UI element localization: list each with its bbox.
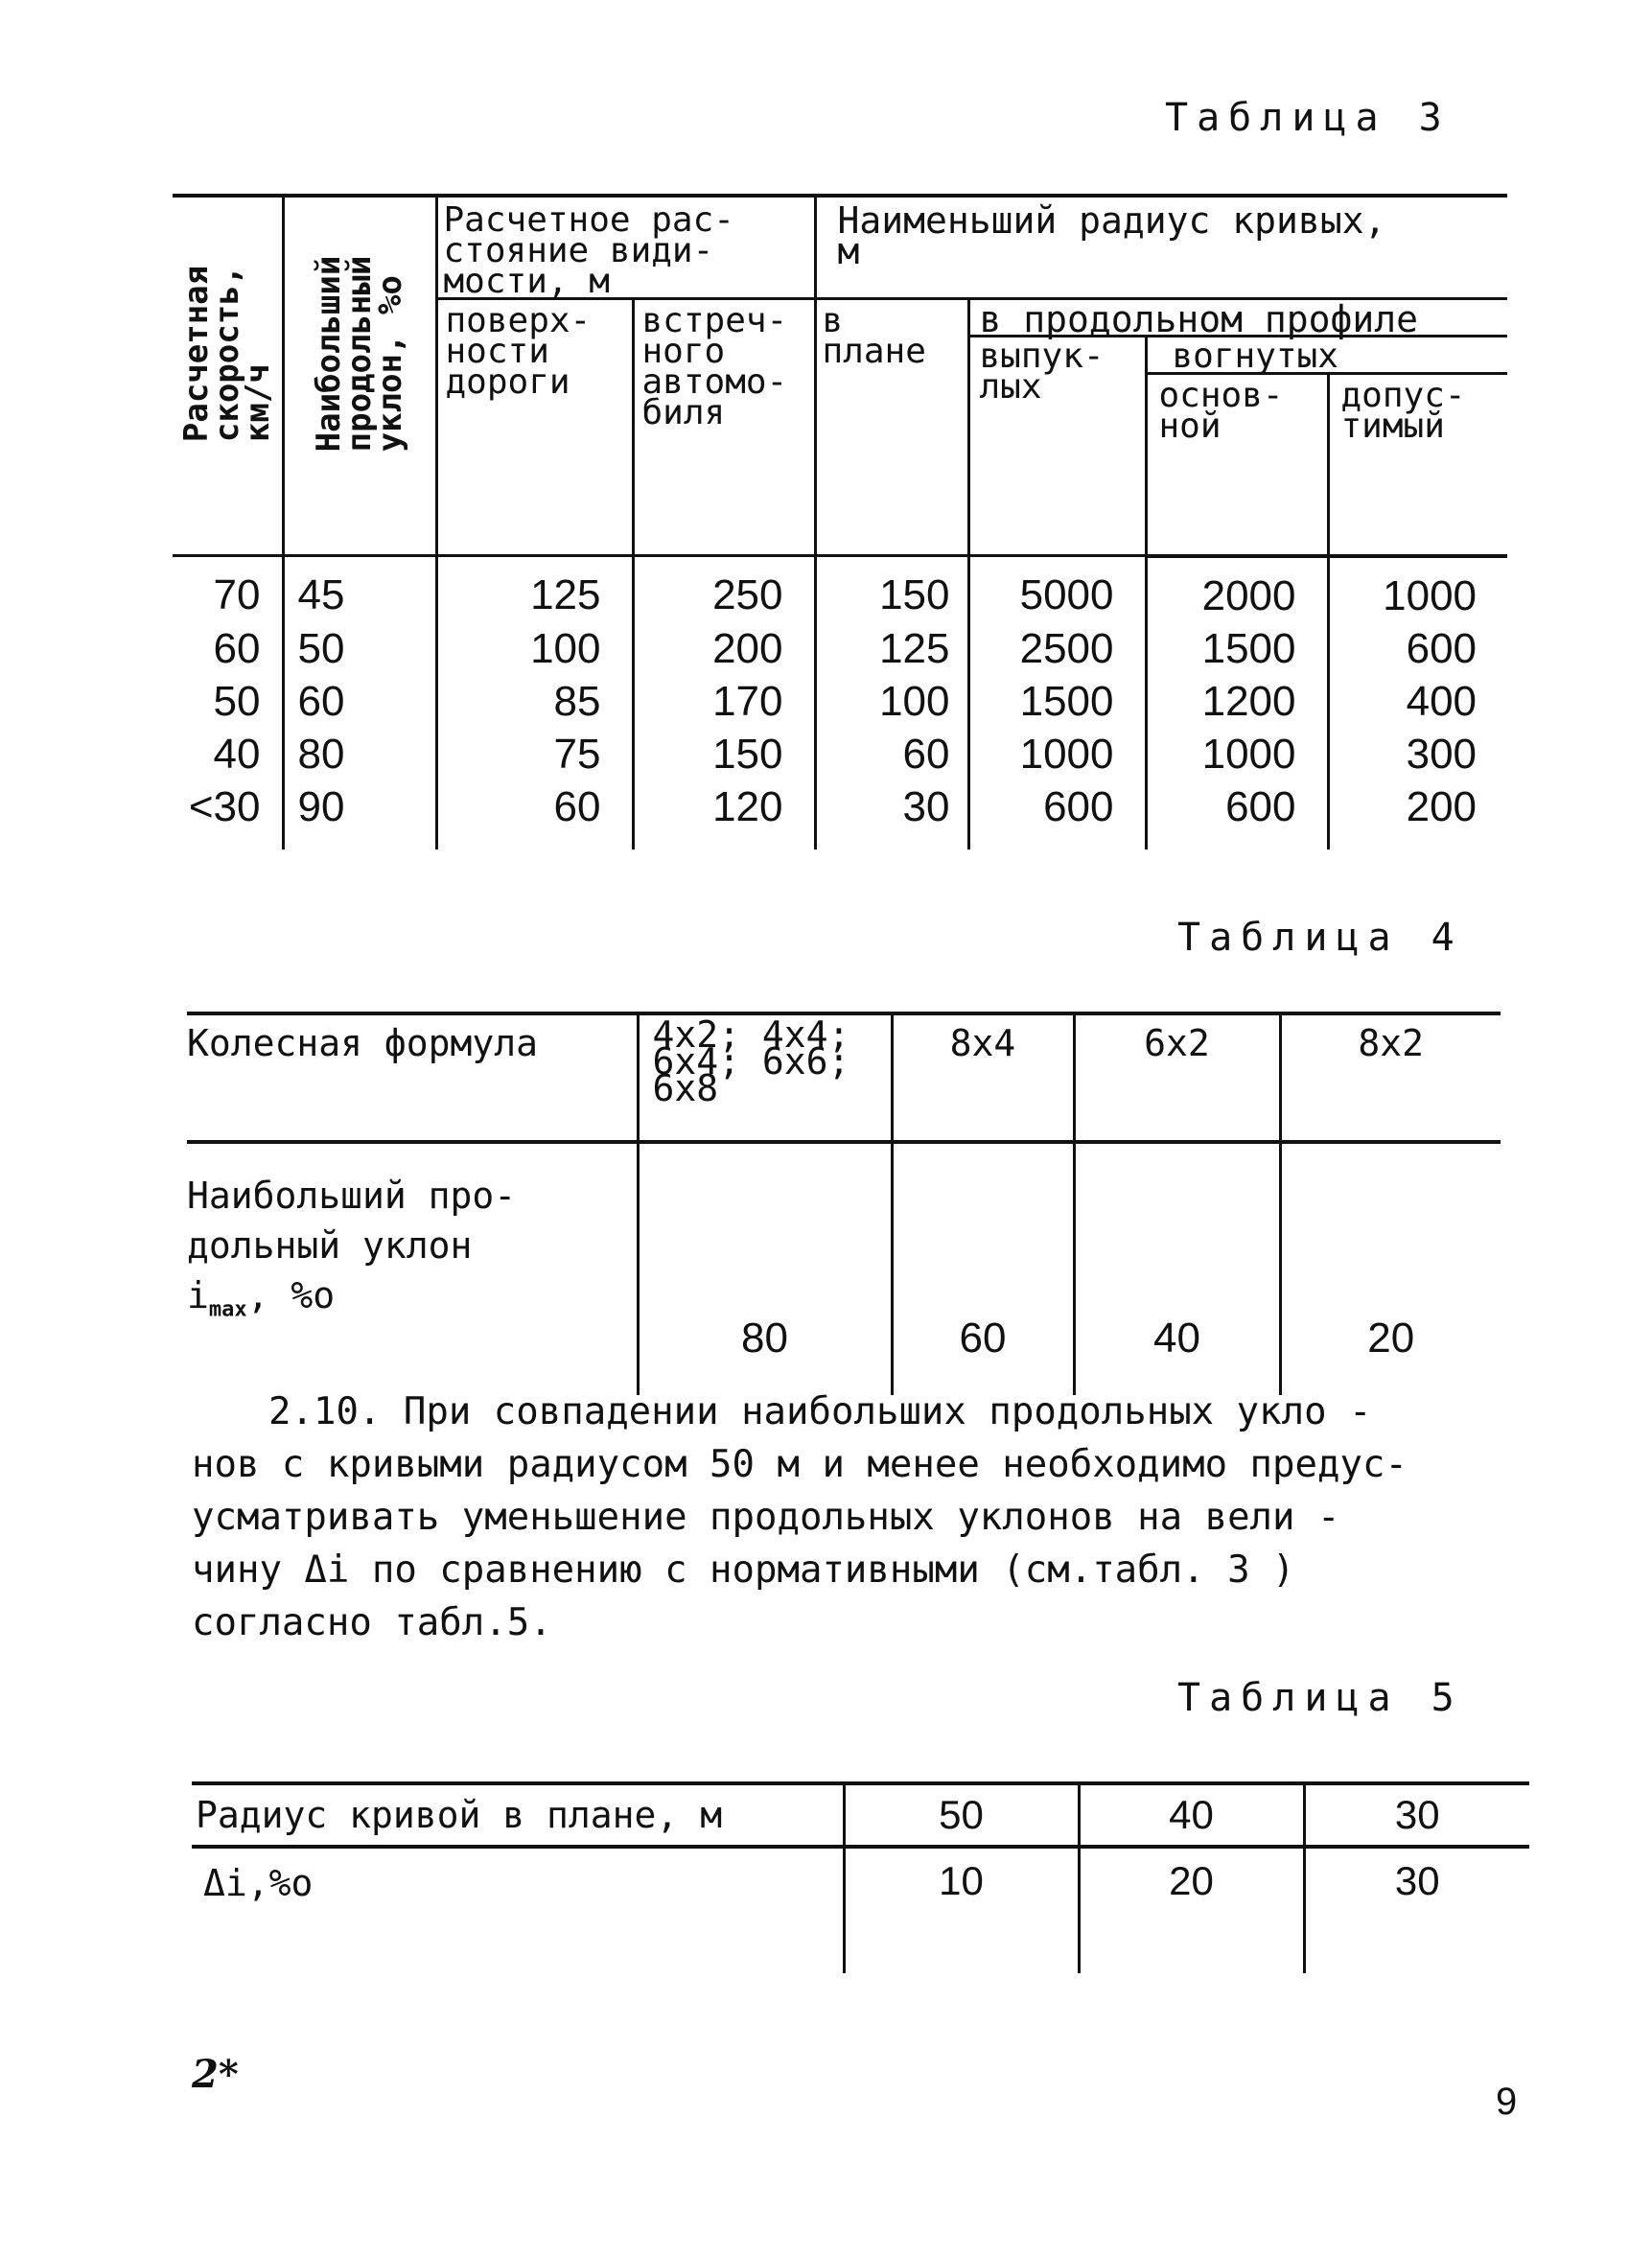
delta-value: 10: [844, 1847, 1079, 1973]
grade-value: 80: [638, 1142, 892, 1395]
plan-header: в плане: [815, 299, 968, 556]
formula-cell: 6х2: [1074, 1013, 1280, 1142]
radius-header: Наименьший радиус кривых, м: [815, 196, 1507, 299]
paragraph-2-10: [192, 1385, 1544, 1649]
table-row: <30 90 60 120 30 600 600 200: [173, 780, 1507, 850]
formula-label: Колесная формула: [187, 1013, 638, 1142]
grade-value: 20: [1280, 1142, 1501, 1395]
radius-value: 40: [1079, 1783, 1304, 1847]
paragraph-line: согласно табл.5.: [192, 1601, 552, 1644]
paragraph-line: чину Δi по сравнению с нормативными (см.табл. 3 ): [192, 1548, 1295, 1592]
table4-caption: Таблица 4: [1177, 916, 1463, 960]
grade-value: 60: [892, 1142, 1074, 1395]
table5-caption: Таблица 5: [1177, 1676, 1463, 1720]
formula-cell: 8х4: [892, 1013, 1074, 1142]
sight-header: Расчетное рас- стояние види- мости, м: [436, 196, 815, 299]
radius-label: Радиус кривой в плане, м: [192, 1783, 844, 1847]
table-row: 40 80 75 150 60 1000 1000 300: [173, 728, 1507, 780]
concave-header: вогнутых: [1146, 337, 1507, 374]
table3: [173, 194, 1507, 850]
sight-car-header: встреч- ного автомо- биля: [633, 299, 815, 556]
formula-cell: 4х2; 4х4; 6х4; 6х6; 6х8: [638, 1013, 892, 1142]
allowed-header: допус- тимый: [1328, 374, 1507, 556]
radius-value: 30: [1304, 1783, 1529, 1847]
delta-label: Δi,%о: [203, 1862, 314, 1904]
formula-cell: 8х2: [1280, 1013, 1501, 1142]
paragraph-line: усматривать уменьшение продольных уклонов на вели -: [192, 1496, 1340, 1539]
delta-value: 30: [1304, 1847, 1529, 1973]
table-row: 60 50 100 200 125 2500 1500 600: [173, 622, 1507, 675]
paragraph-line: 2.10. При совпадении наибольших продольных укло -: [268, 1390, 1372, 1433]
table5: [192, 1781, 1529, 1973]
paragraph-line: нов с кривыми радиусом 50 м и менее необходимо предус-: [192, 1443, 1408, 1486]
grade-header: Наибольший продольный уклон, %о: [310, 255, 409, 452]
table4: [187, 1012, 1501, 1395]
signature-mark: 2*: [192, 2052, 239, 2097]
delta-value: 20: [1079, 1847, 1304, 1973]
grade-label: Наибольший про- дольный уклон $i_{max}$, %о: [187, 1175, 517, 1322]
grade-subscript: max: [208, 1297, 247, 1322]
radius-value: 50: [844, 1783, 1079, 1847]
sight-road-header: поверх- ности дороги: [436, 299, 633, 556]
table-row: 50 60 85 170 100 1500 1200 400: [173, 675, 1507, 728]
speed-header: Расчетная скорость, км/ч: [176, 265, 277, 442]
grade-value: 40: [1074, 1142, 1280, 1395]
profile-header: в продольном профиле: [968, 299, 1507, 337]
convex-header: выпук- лых: [968, 337, 1146, 556]
basic-header: основ- ной: [1146, 374, 1328, 556]
page-number: 9: [1496, 2081, 1518, 2123]
table-row: 70 45 125 250 150 5000 2000 1000: [173, 556, 1507, 622]
table3-caption: Таблица 3: [1165, 96, 1451, 140]
